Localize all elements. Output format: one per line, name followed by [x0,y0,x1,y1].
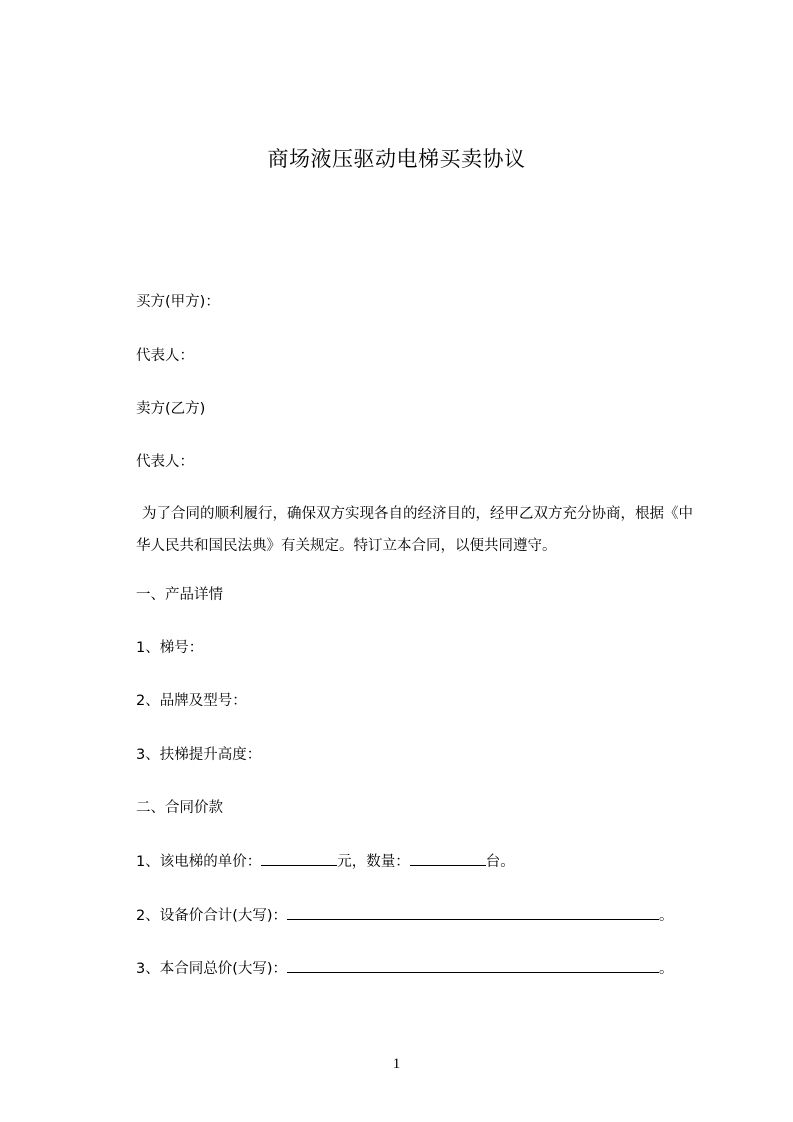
preamble-paragraph [136,498,706,562]
quantity-unit: 台。 [485,854,515,870]
contract-total-blank[interactable] [287,958,659,973]
buyer-representative-line: 代表人： [136,348,194,364]
seller-representative-line: 代表人： [136,454,194,470]
contract-total-line [136,958,674,979]
equipment-total-line [136,905,674,926]
unit-price-label: 1、该电梯的单价： [136,854,262,870]
buyer-line: 买方(甲方)： [136,294,220,310]
unit-price-blank[interactable] [261,851,337,866]
quantity-label: 元，数量： [337,854,410,870]
elevator-number-line: 1、梯号： [136,640,204,656]
page-number: 1 [392,1056,401,1072]
seller-line: 卖方(乙方) [136,401,206,417]
contract-total-end: 。 [659,961,674,977]
unit-price-line [136,851,515,872]
section-2-heading: 二、合同价款 [136,800,223,816]
document-title: 商场液压驱动电梯买卖协议 [267,147,526,171]
equipment-total-blank[interactable] [287,905,659,920]
preamble-text: 为了合同的顺利履行，确保双方实现各自的经济目的，经甲乙双方充分协商，根据《中华人民共和国民法典》有关规定。特订立本合同，以便共同遵守。 [136,506,693,554]
lift-height-line: 3、扶梯提升高度： [136,747,262,763]
quantity-blank[interactable] [410,851,486,866]
equipment-total-end: 。 [659,908,674,924]
section-1-heading: 一、产品详情 [136,587,223,603]
contract-total-label: 3、本合同总价(大写)： [136,961,288,977]
equipment-total-label: 2、设备价合计(大写)： [136,908,288,924]
brand-model-line: 2、品牌及型号： [136,693,247,709]
